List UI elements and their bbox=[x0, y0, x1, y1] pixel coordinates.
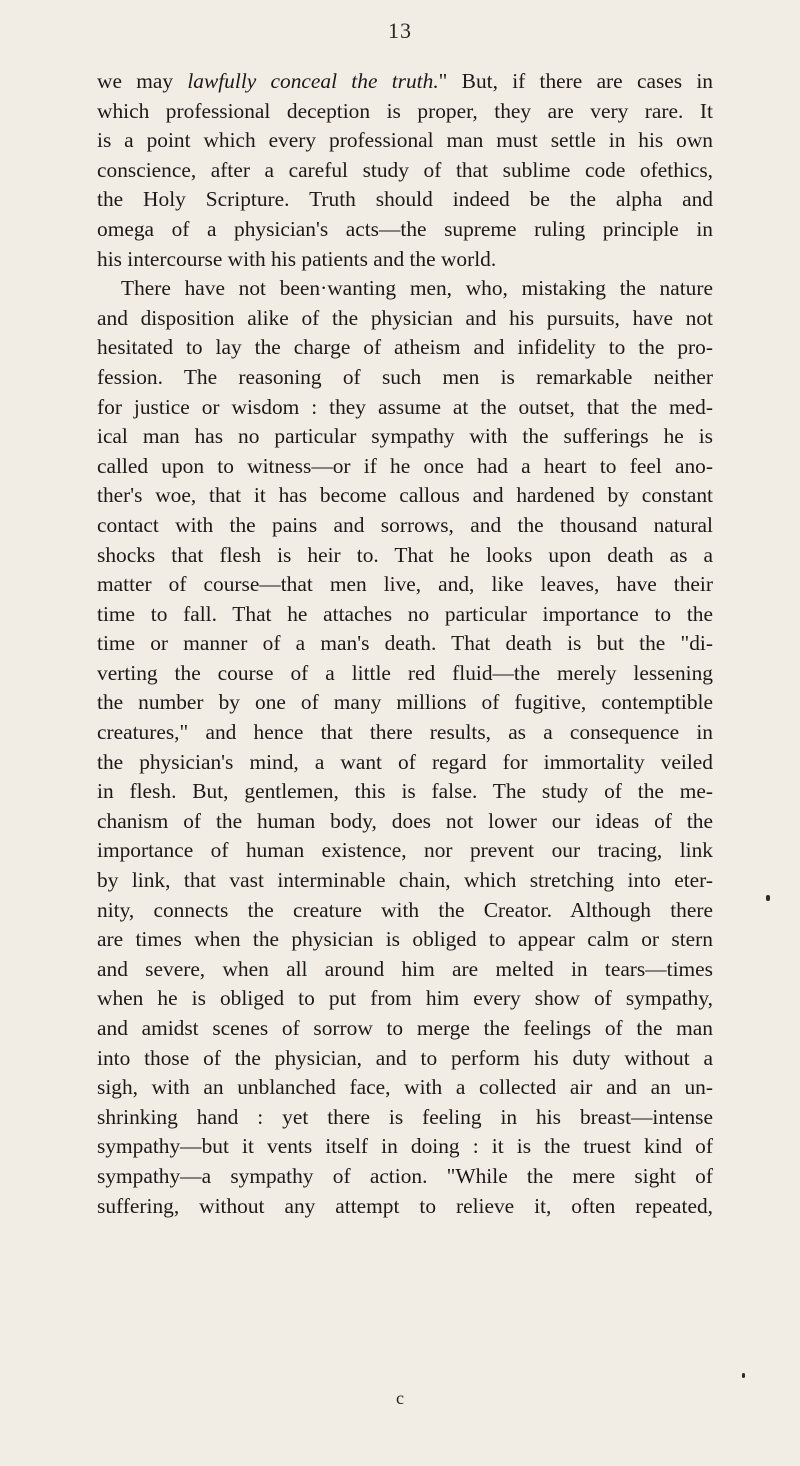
text-line: for justice or wisdom : they assume at the outset, that the med- bbox=[97, 394, 713, 419]
text-line: which professional deception is proper, they are very rare. It bbox=[97, 98, 713, 123]
text-line: hesitated to lay the charge of atheism and infidelity to the pro- bbox=[97, 335, 713, 360]
text-line: shocks that flesh is heir to. That he looks upon death as a bbox=[97, 542, 713, 567]
ink-speck bbox=[742, 1373, 745, 1378]
text-line: chanism of the human body, does not lower our ideas of the bbox=[97, 808, 713, 833]
signature-mark: c bbox=[396, 1388, 404, 1408]
text-line: the physician's mind, a want of regard for immortality veiled bbox=[97, 749, 713, 774]
text-line: suffering, without any attempt to relieve it, often repeated, bbox=[97, 1193, 713, 1218]
text-line: There have not been·wanting men, who, mistaking the nature bbox=[121, 276, 713, 301]
text-line: time to fall. That he attaches no particular importance to the bbox=[97, 601, 713, 626]
text-line: matter of course—that men live, and, like leaves, have their bbox=[97, 572, 713, 597]
text-line: shrinking hand : yet there is feeling in his breast—intense bbox=[97, 1104, 713, 1129]
text-line: when he is obliged to put from him every show of sympathy, bbox=[97, 986, 713, 1011]
text-line: nity, connects the creature with the Creator. Although there bbox=[97, 897, 713, 922]
text-line: contact with the pains and sorrows, and the thousand natural bbox=[97, 512, 713, 537]
text-line: is a point which every professional man must settle in his own bbox=[97, 128, 713, 153]
text-line: omega of a physician's acts—the supreme ruling principle in bbox=[97, 216, 713, 241]
text-line: time or manner of a man's death. That death is but the "di- bbox=[97, 631, 713, 656]
text-line: the Holy Scripture. Truth should indeed be the alpha and bbox=[97, 187, 713, 212]
text-line: ther's woe, that it has become callous and hardened by constant bbox=[97, 483, 713, 508]
text-line: and amidst scenes of sorrow to merge the feelings of the man bbox=[97, 1016, 713, 1040]
ink-speck bbox=[766, 895, 770, 901]
text-line: creatures," and hence that there results, as a consequence in bbox=[97, 720, 713, 745]
text-line: the number by one of many millions of fugitive, contemptible bbox=[97, 690, 713, 715]
text-line bbox=[97, 67, 713, 97]
italic-phrase: lawfully conceal the truth. bbox=[187, 69, 439, 93]
text-line: sympathy—but it vents itself in doing : it is the truest kind of bbox=[97, 1134, 713, 1159]
text-line: are times when the physician is obliged to appear calm or stern bbox=[97, 927, 713, 952]
text-line: conscience, after a careful study of that sublime code ofethics, bbox=[97, 157, 713, 182]
text-run: we may bbox=[97, 69, 188, 93]
text-line: in flesh. But, gentlemen, this is false. The study of the me- bbox=[97, 779, 713, 804]
text-line: into those of the physician, and to perform his duty without a bbox=[97, 1045, 713, 1070]
text-line: sympathy—a sympathy of action. "While the mere sight of bbox=[97, 1163, 713, 1188]
page-number: 13 bbox=[388, 18, 412, 43]
text-line: called upon to witness—or if he once had a heart to feel ano- bbox=[97, 453, 713, 478]
text-line: verting the course of a little red fluid—the merely lessening bbox=[97, 660, 713, 685]
text-line: ical man has no particular sympathy with the sufferings he is bbox=[97, 424, 713, 449]
text-run: " But, if there are cases in bbox=[438, 69, 713, 93]
text-line: sigh, with an unblanched face, with a collected air and an un- bbox=[97, 1075, 713, 1100]
body-text bbox=[97, 67, 713, 1221]
text-line: fession. The reasoning of such men is remarkable neither bbox=[97, 364, 713, 389]
text-line: his intercourse with his patients and the world. bbox=[97, 246, 497, 271]
text-line: and disposition alike of the physician and his pursuits, have not bbox=[97, 305, 713, 330]
text-line: and severe, when all around him are melted in tears—times bbox=[97, 956, 713, 981]
text-line: importance of human existence, nor prevent our tracing, link bbox=[97, 838, 713, 863]
text-line: by link, that vast interminable chain, which stretching into eter- bbox=[97, 868, 713, 893]
